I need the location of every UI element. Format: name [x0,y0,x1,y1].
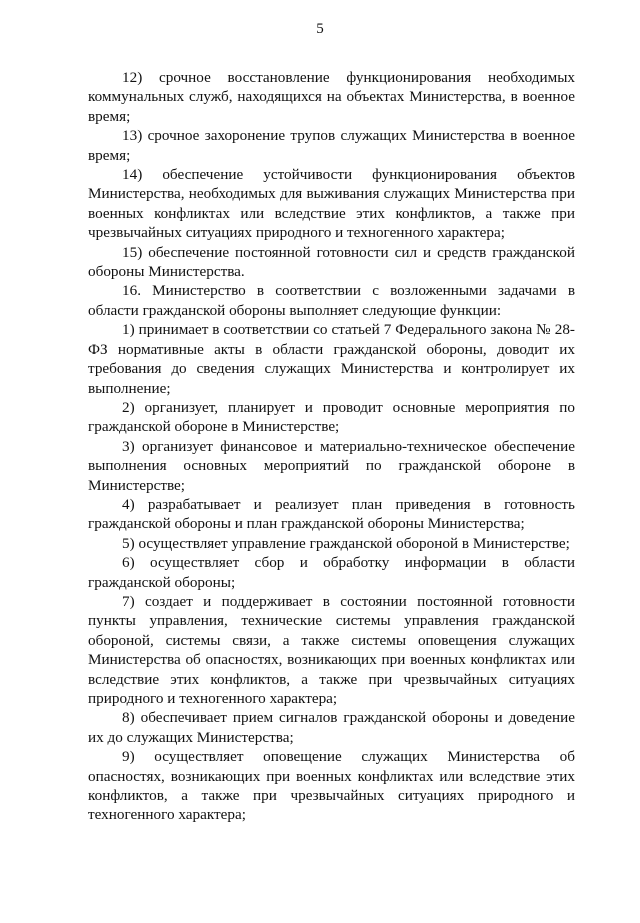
paragraph-section-16: 16. Министерство в соответствии с возложенными задачами в области гражданской обороны выполняет следующие функции: [88,282,575,319]
paragraph-function-8: 8) обеспечивает прием сигналов гражданской обороны и доведение их до служащих Министерства; [88,709,575,746]
paragraph-item-14: 14) обеспечение устойчивости функционирования объектов Министерства, необходимых для выживания служащих Министерства при военных конфликтах или вследствие этих конфликтов, а также при чрезвычайных ситуациях природного и техногенного характера; [88,166,575,242]
paragraph-function-1: 1) принимает в соответствии со статьей 7 Федерального закона № 28-ФЗ нормативные акты в области гражданской обороны, доводит их требования до сведения служащих Министерства и контролирует их выполнение; [88,321,575,397]
paragraph-item-15: 15) обеспечение постоянной готовности сил и средств гражданской обороны Министерства. [88,243,575,281]
paragraph-function-5: 5) осуществляет управление гражданской обороной в Министерстве; [122,534,570,552]
paragraph-function-3: 3) организует финансовое и материально-техническое обеспечение выполнения основных мероприятий по гражданской обороне в Министерстве; [88,437,575,494]
paragraph-function-6: 6) осуществляет сбор и обработку информации в области гражданской обороны; [88,554,575,591]
paragraph-function-4: 4) разрабатывает и реализует план приведения в готовность гражданской обороны и план гражданской обороны Министерства; [88,495,575,533]
paragraph-function-7: 7) создает и поддерживает в состоянии постоянной готовности пункты управления, технические системы управления гражданской обороной, системы связи, а также системы оповещения служащих Министерства об опасностях, возникающих при военных конфликтах или вследствие этих конфликтов, а также при чрезвычайных ситуациях природного и техногенного характера; [88,592,575,707]
paragraph-item-13: 13) срочное захоронение трупов служащих Министерства в военное время; [88,127,575,164]
document-body [88,68,575,825]
page-number: 5 [316,21,324,37]
paragraph-function-2: 2) организует, планирует и проводит основные мероприятия по гражданской обороне в Министерстве; [88,398,575,436]
paragraph-function-9: 9) осуществляет оповещение служащих Министерства об опасностях, возникающих при военных конфликтах или вследствие этих конфликтов, а также при чрезвычайных ситуациях природного и техногенного характера; [88,748,575,824]
paragraph-item-12: 12) срочное восстановление функционирования необходимых коммунальных служб, находящихся на объектах Министерства, в военное время; [88,69,575,125]
